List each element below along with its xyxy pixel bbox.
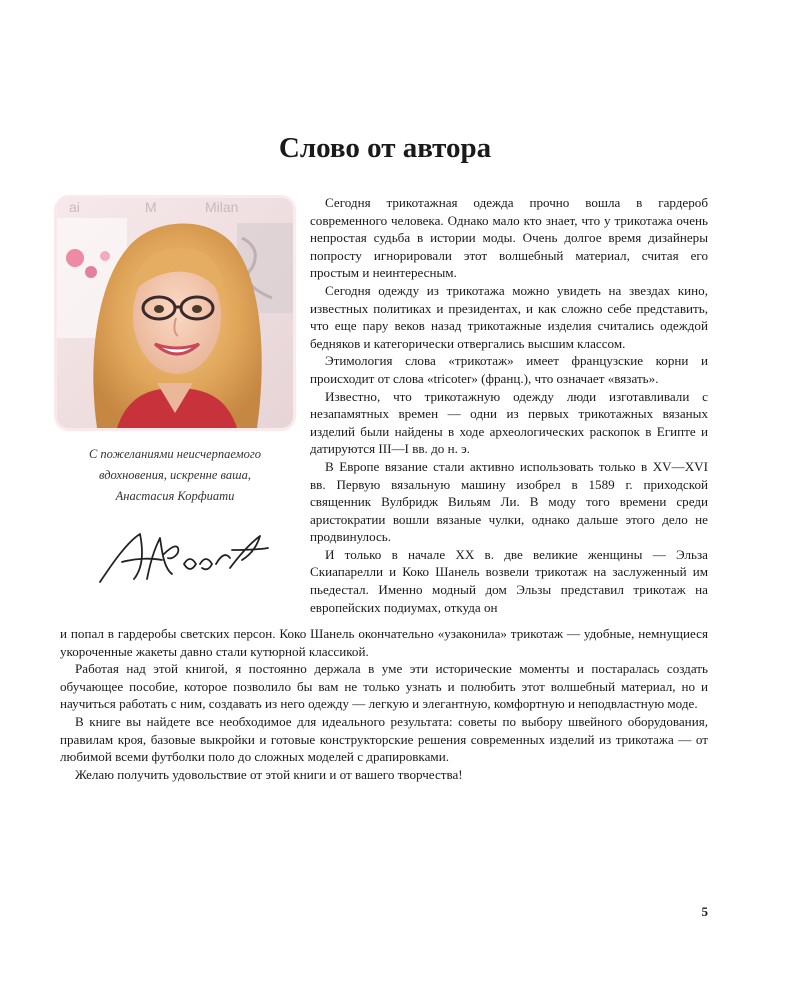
body-text-wide (60, 625, 708, 783)
dedication-text (60, 444, 290, 507)
paragraph: Сегодня трикотажная одежда прочно вошла в гардероб современного человека. Однако мало кто знает, что у трикотажа очень непростая судьба в истории моды. Очень долгое время дизайнеры попросту игнорировали этот волшебный материал, считая его простым и неинтересным. (310, 195, 708, 281)
paragraph: В Европе вязание стали активно использовать только в XV—XVI вв. Первую вязальную машину изобрел в 1589 г. приходской священник Вулбридж Вильям Ли. В моду того времени среди аристократии вошли вязаные чулки, однако дальше этого дело не продвинулось. (310, 458, 708, 545)
page-number: 5 (701, 904, 708, 919)
dedication-line: С пожеланиями неисчерпаемого (88, 447, 262, 461)
paragraph: Известно, что трикотажную одежду люди изготавливали с незапамятных времен — одни из первых трикотажных вязаных изделий были найдены в ходе археологических раскопок в Египте и датируются III—I вв. до н. э. (310, 388, 708, 457)
paragraph: Работая над этой книгой, я постоянно держала в уме эти исторические моменты и постаралась создать обучающее пособие, которое позволило бы вам не только узнать и полюбить этот волшебный материал, но и научиться работать с ним, создавать из него одежду — легкую и элегантную, комфортную и неподвластную моде. (60, 661, 708, 712)
photo-bg-letters-2: M (145, 199, 157, 215)
author-photo (57, 198, 293, 428)
paragraph: В книге вы найдете все необходимое для идеального результата: советы по выбору швейного оборудования, правилам кроя, базовые выкройки и готовые конструкторские решения современных изделий из трикотажа — от любимой всеми футболки поло до сложных моделей с драпировками. (60, 713, 708, 765)
body-text-column (310, 194, 708, 616)
paragraph: Сегодня одежду из трикотажа можно увидеть на звездах кино, известных политиках и президентах, и как сложно себе представить, что еще пару веков назад трикотажные изделия считались одеждой бедняков и категорически отвергались высшим классом. (310, 282, 708, 351)
paragraph: И только в начале XX в. две великие женщины — Эльза Скиапарелли и Коко Шанель возвели трикотаж на заслуженный им пьедестал. Именно модный дом Эльзы представил трикотаж на европейских подиумах, откуда он (310, 546, 708, 615)
dedication-line: Анастасия Корфиати (115, 489, 235, 503)
dedication-line: вдохновения, искренне ваша, (99, 468, 251, 482)
paragraph: Этимология слова «трикотаж» имеет французские корни и происходит от слова «tricoter» (франц.), что означает «вязать». (310, 353, 708, 386)
paragraph: Желаю получить удовольствие от этой книги и от вашего творчества! (75, 766, 463, 782)
photo-bg-letters-3: Milan (205, 199, 239, 215)
signature-icon (92, 524, 272, 599)
page-title: Слово от автора (278, 132, 492, 164)
paragraph-continuation: и попал в гардеробы светских персон. Коко Шанель окончательно «узаконила» трикотаж — удобные, немнущиеся укороченные жакеты давно стали кутюрной классикой. (60, 626, 708, 659)
photo-bg-letters-1: ai (69, 199, 80, 215)
